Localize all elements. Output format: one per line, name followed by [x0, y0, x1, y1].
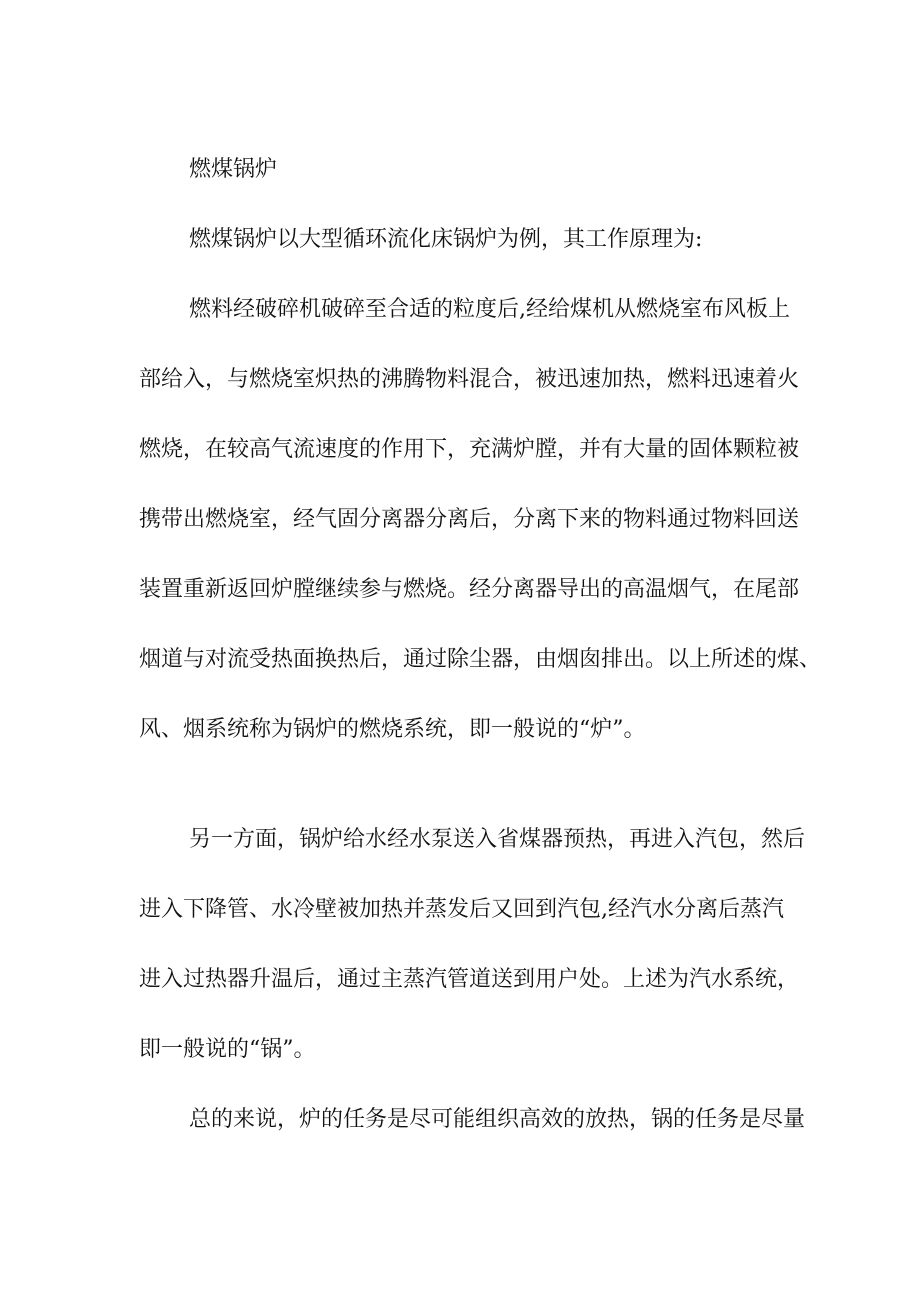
paragraph-combustion-line: 部给入，与燃烧室炽热的沸腾物料混合，被迅速加热，燃料迅速着火: [139, 367, 800, 392]
paragraph-combustion-line: 燃烧，在较高气流速度的作用下，充满炉膛，并有大量的固体颗粒被: [139, 437, 800, 462]
paragraph-combustion-line: 携带出燃烧室，经气固分离器分离后，分离下来的物料通过物料回送: [139, 507, 800, 532]
paragraph-intro-line: 燃煤锅炉以大型循环流化床锅炉为例，其工作原理为:: [189, 227, 703, 252]
paragraph-combustion-line: 烟道与对流受热面换热后，通过除尘器，由烟囱排出。以上所述的煤、: [139, 647, 822, 672]
paragraph-combustion-line: 装置重新返回炉膛继续参与燃烧。经分离器导出的高温烟气，在尾部: [139, 577, 800, 602]
document-title: 燃煤锅炉: [189, 157, 278, 182]
paragraph-steam-water-line: 进入过热器升温后，通过主蒸汽管道送到用户处。上述为汽水系统，: [139, 967, 800, 992]
paragraph-combustion-line: 燃料经破碎机破碎至合适的粒度后,经给煤机从燃烧室布风板上: [189, 297, 790, 322]
paragraph-combustion-line: 风、烟系统称为锅炉的燃烧系统，即一般说的“炉”。: [139, 717, 646, 742]
paragraph-summary-line: 总的来说，炉的任务是尽可能组织高效的放热，锅的任务是尽量: [189, 1107, 806, 1132]
paragraph-steam-water-line: 即一般说的“锅”。: [139, 1037, 316, 1062]
paragraph-steam-water-line: 进入下降管、水冷壁被加热并蒸发后又回到汽包,经汽水分离后蒸汽: [139, 897, 784, 922]
paragraph-steam-water-line: 另一方面，锅炉给水经水泵送入省煤器预热，再进入汽包，然后: [189, 827, 806, 852]
